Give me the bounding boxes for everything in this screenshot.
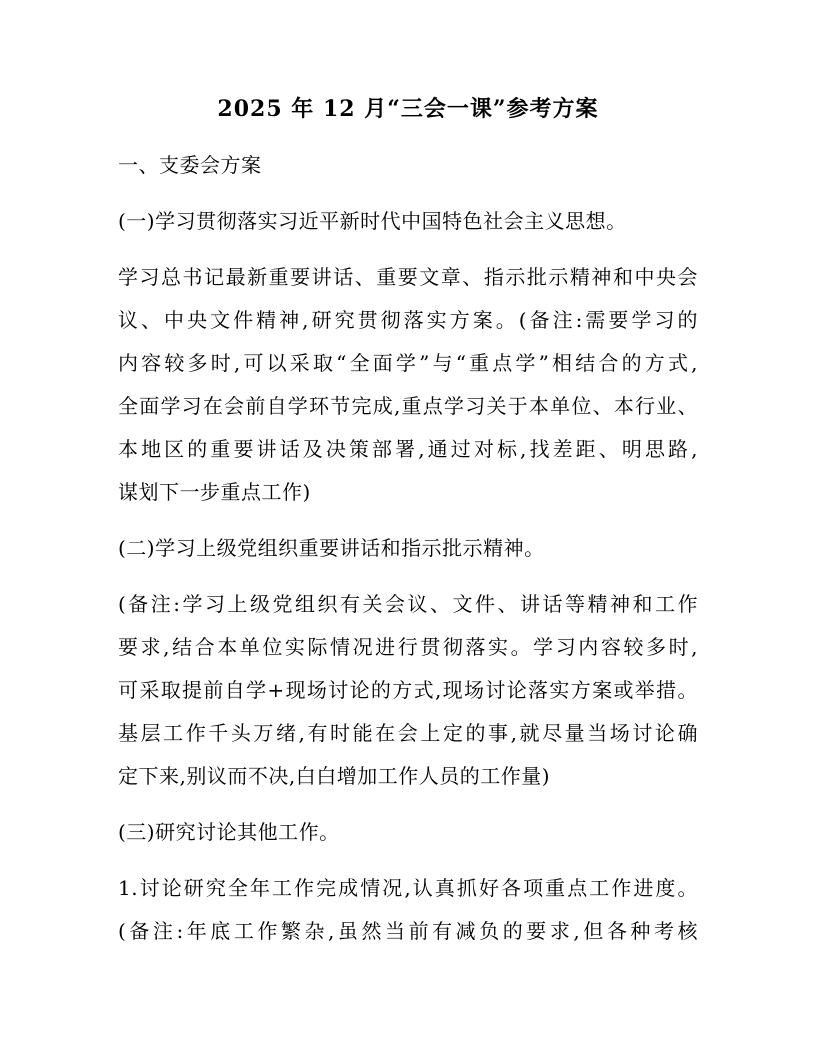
text-line: (三)研究讨论其他工作。 bbox=[118, 820, 340, 844]
text-line: (一)学习贯彻落实习近平新时代中国特色社会主义思想。 bbox=[118, 209, 627, 233]
text-line: 基层工作千头万绪,有时能在会上定的事,就尽量当场讨论确 bbox=[118, 721, 698, 745]
text-line: 谋划下一步重点工作) bbox=[118, 480, 311, 504]
text-line: 可采取提前自学+现场讨论的方式,现场讨论落实方案或举措。 bbox=[118, 678, 698, 702]
item-1-body bbox=[118, 256, 698, 514]
item-1-heading bbox=[118, 200, 698, 243]
text-line: 本地区的重要讲话及决策部署,通过对标,找差距、明思路, bbox=[118, 437, 698, 461]
text-line: 内容较多时,可以采取“全面学”与“重点学”相结合的方式, bbox=[118, 351, 698, 375]
text-line: 学习总书记最新重要讲话、重要文章、指示批示精神和中央会 bbox=[118, 265, 698, 289]
text-line: 定下来,别议而不决,白白增加工作人员的工作量) bbox=[118, 764, 551, 788]
text-line: 一、支委会方案 bbox=[118, 153, 262, 177]
document-title: 2025 年 12 月“三会一课”参考方案 bbox=[217, 96, 599, 122]
item-2-body bbox=[118, 583, 698, 798]
text-line: 1.讨论研究全年工作完成情况,认真抓好各项重点工作进度。 bbox=[118, 876, 698, 900]
item-3-heading bbox=[118, 811, 698, 854]
text-line: 全面学习在会前自学环节完成,重点学习关于本单位、本行业、 bbox=[118, 394, 698, 418]
text-line: (备注:年底工作繁杂,虽然当前有减负的要求,但各种考核 bbox=[118, 919, 698, 943]
item-3-body bbox=[118, 867, 698, 953]
section-1-heading bbox=[118, 144, 698, 187]
item-2-heading bbox=[118, 527, 698, 570]
text-line: 议、中央文件精神,研究贯彻落实方案。(备注:需要学习的 bbox=[118, 308, 698, 332]
document-body bbox=[118, 144, 698, 953]
text-line: 要求,结合本单位实际情况进行贯彻落实。学习内容较多时, bbox=[118, 635, 698, 659]
text-line: (二)学习上级党组织重要讲话和指示批示精神。 bbox=[118, 536, 545, 560]
text-line: (备注:学习上级党组织有关会议、文件、讲话等精神和工作 bbox=[118, 592, 698, 616]
